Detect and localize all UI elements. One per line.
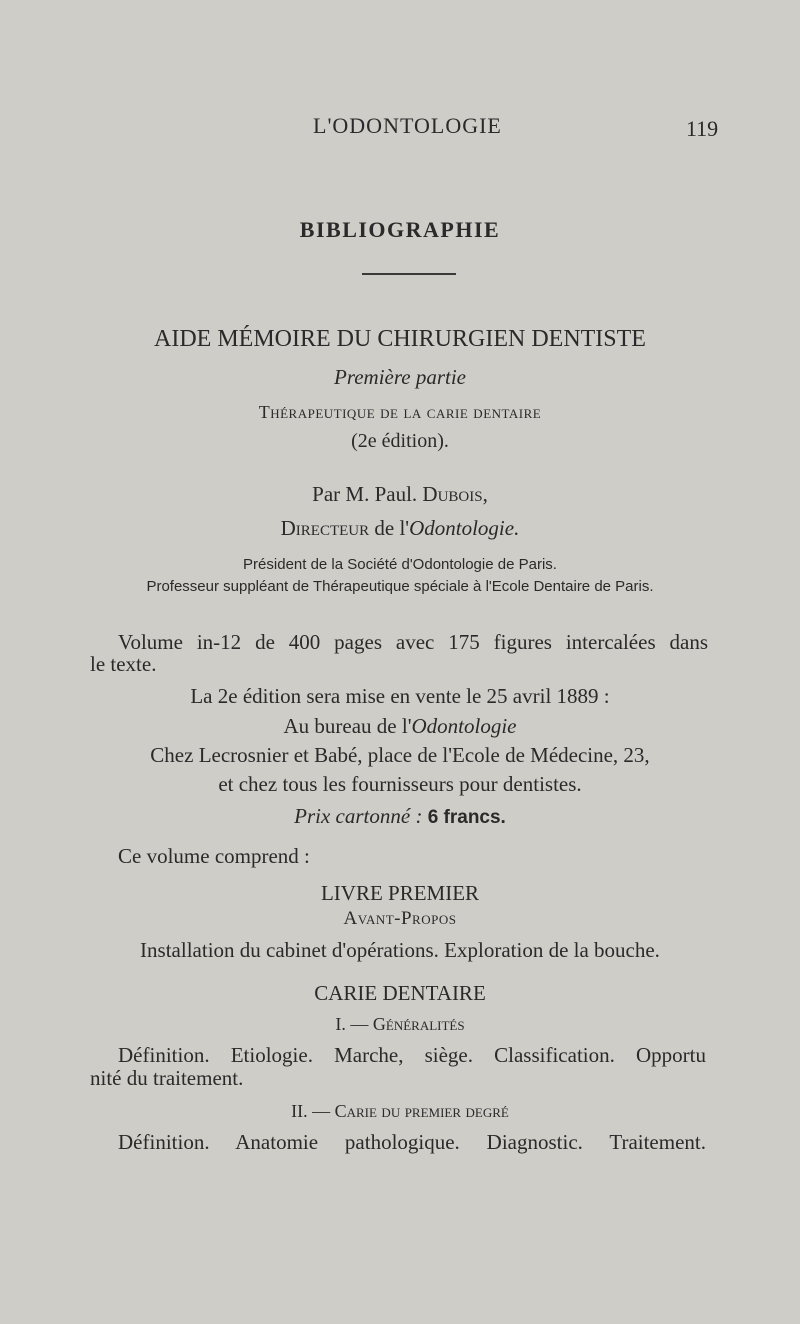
affiliation-1: Président de la Société d'Odontologie de Paris. [243, 556, 557, 573]
installation-line: Installation du cabinet d'opérations. Exploration de la bouche. [140, 938, 660, 962]
contents-intro: Ce volume comprend : [118, 844, 310, 868]
book-title: AIDE MÉMOIRE DU CHIRURGIEN DENTISTE [154, 326, 646, 352]
author-role [0, 516, 800, 541]
role-journal: Odontologie. [409, 516, 520, 540]
section-ii-heading [0, 1101, 800, 1122]
author-name: Dubois, [422, 482, 488, 506]
price-label: Prix cartonné : [294, 804, 423, 828]
sale-line: La 2e édition sera mise en vente le 25 avril 1889 : [190, 684, 610, 708]
section-i-title: Généralités [372, 1014, 465, 1034]
affiliation-2: Professeur suppléant de Thérapeutique spéciale à l'Ecole Dentaire de Paris. [146, 578, 654, 595]
section-i-num: I. — [335, 1014, 369, 1034]
volume-line-1: Volume in-12 de 400 pages avec 175 figures intercalées dans [118, 630, 708, 654]
definition-2-line: Définition. Anatomie pathologique. Diagnostic. Traitement. [118, 1130, 706, 1154]
bureau-journal: Odontologie [411, 714, 517, 738]
carie-heading: CARIE DENTAIRE [314, 981, 486, 1005]
section-ii-num: II. — [291, 1101, 331, 1121]
price-value: 6 francs. [427, 807, 506, 828]
author-prefix: Par M. Paul. [312, 482, 418, 506]
bureau-line [0, 714, 800, 739]
section-ii-title: Carie du premier degré [334, 1101, 509, 1121]
book-subtitle: Thérapeutique de la carie dentaire [258, 402, 542, 422]
bureau-prefix: Au bureau de l' [283, 714, 412, 738]
publisher-line: Chez Lecrosnier et Babé, place de l'Ecole de Médecine, 23, [150, 743, 650, 767]
running-header: L'ODONTOLOGIE [313, 113, 502, 138]
suppliers-line: et chez tous les fournisseurs pour dentistes. [218, 772, 582, 796]
section-i-heading [0, 1014, 800, 1035]
author-line [0, 482, 800, 507]
definition-1-line-2: nité du traitement. [90, 1066, 244, 1090]
avant-propos-heading: Avant-Propos [343, 908, 457, 929]
volume-line-2: le texte. [90, 652, 157, 676]
definition-1-line-1: Définition. Etiologie. Marche, siège. Classification. Opportu [118, 1043, 706, 1067]
page-number: 119 [686, 116, 719, 141]
part-label: Première partie [334, 365, 466, 389]
price-line [0, 804, 800, 829]
role-prefix: Directeur [280, 516, 370, 540]
role-suffix: de l' [374, 516, 410, 540]
edition-label: (2e édition). [351, 430, 449, 452]
title-rule [362, 273, 456, 275]
section-title: BIBLIOGRAPHIE [299, 217, 501, 242]
book-one-heading: LIVRE PREMIER [320, 881, 480, 905]
